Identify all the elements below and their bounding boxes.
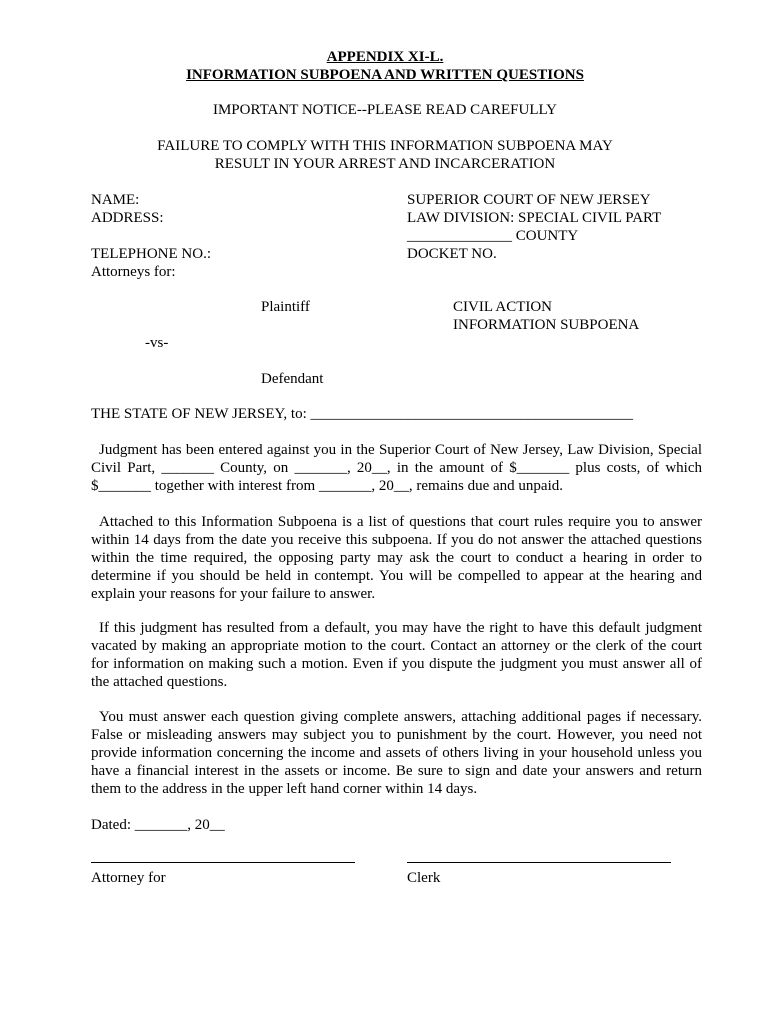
attorney-signature-line	[91, 862, 355, 863]
important-notice: IMPORTANT NOTICE--PLEASE READ CAREFULLY	[212, 102, 558, 118]
default-paragraph: If this judgment has resulted from a default, you may have the right to have this default judgment vacated by making an appropriate motion to the court. Contact an attorney or the clerk of the court for information on making such a motion. Even if you dispute the judgment you must answer all of the attached questions.	[91, 620, 702, 690]
answers-paragraph: You must answer each question giving complete answers, attaching additional pages if necessary. False or misleading answers may subject you to punishment by the court. However, you need not provide information concerning the income and assets of others living in your household unless you have a financial interest in the assets or income. Be sure to sign and date your answers and return them to the address in the upper left hand corner within 14 days.	[91, 709, 702, 797]
versus-label: -vs-	[145, 335, 169, 351]
questions-paragraph: Attached to this Information Subpoena is a list of questions that court rules require you to answer within 14 days from the date you receive this subpoena. If you do not answer the attached questions within the time required, the opposing party may ask the court to conduct a hearing in order to determine if you should be held in contempt. You will be compelled to appear at the hearing and explain your reasons for your failure to answer.	[91, 514, 702, 602]
document-title: INFORMATION SUBPOENA AND WRITTEN QUESTIONS	[186, 67, 584, 83]
county-line: ______________ COUNTY	[407, 228, 579, 244]
plaintiff-label: Plaintiff	[261, 299, 310, 315]
dated-line: Dated: _______, 20__	[91, 817, 225, 833]
clerk-signature-line	[407, 862, 671, 863]
clerk-label: Clerk	[407, 870, 441, 886]
address-label: ADDRESS:	[91, 210, 164, 226]
appendix-heading: APPENDIX XI-L.	[326, 49, 444, 65]
defendant-label: Defendant	[261, 371, 324, 387]
subpoena-type-label: INFORMATION SUBPOENA	[453, 317, 640, 333]
name-label: NAME:	[91, 192, 140, 208]
attorney-for-label: Attorney for	[91, 870, 166, 886]
attorneys-for-label: Attorneys for:	[91, 264, 176, 280]
civil-action-label: CIVIL ACTION	[453, 299, 553, 315]
judgment-paragraph: Judgment has been entered against you in the Superior Court of New Jersey, Law Division, Special Civil Part, _______ County, on _______, 20__, in the amount of $_______ plus costs, of which $_______ together with interest from _______, 20__, remains due and unpaid.	[91, 442, 702, 494]
warning-line-1: FAILURE TO COMPLY WITH THIS INFORMATION SUBPOENA MAY	[157, 138, 613, 154]
state-addressee-line: THE STATE OF NEW JERSEY, to: ___________________________________________	[91, 406, 634, 422]
court-division: LAW DIVISION: SPECIAL CIVIL PART	[407, 210, 662, 226]
court-name: SUPERIOR COURT OF NEW JERSEY	[407, 192, 651, 208]
docket-label: DOCKET NO.	[407, 246, 497, 262]
warning-line-2: RESULT IN YOUR ARREST AND INCARCERATION	[214, 156, 556, 172]
telephone-label: TELEPHONE NO.:	[91, 246, 211, 262]
